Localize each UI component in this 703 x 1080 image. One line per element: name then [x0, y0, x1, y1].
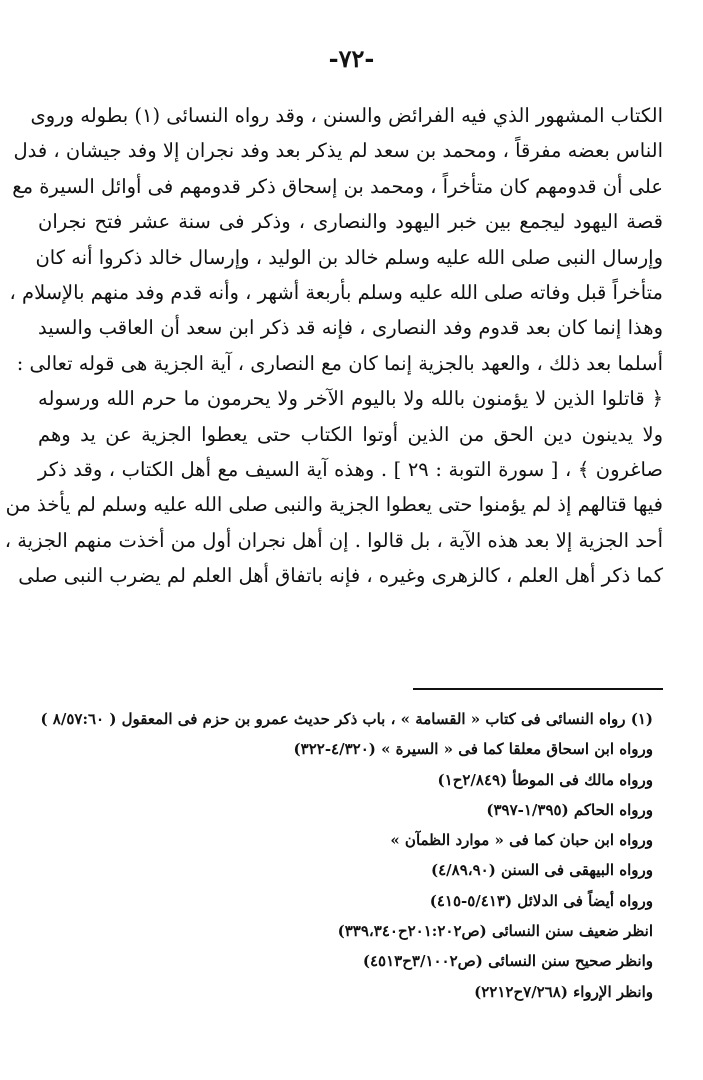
text-line: الكتاب المشهور الذي فيه الفرائض والسنن ، وقد رواه النسائى (١) بطوله وروى — [30, 104, 663, 127]
text-line: قصة اليهود ليجمع بين خبر اليهود والنصارى ، وذكر فى سنة عشر فتح نجران — [38, 210, 663, 234]
text-line: فيها قتالهم إذ لم يؤمنوا حتى يعطوا الجزية والنبى صلى الله عليه وسلم لم يأخذ من — [5, 493, 663, 517]
footnotes — [40, 704, 653, 1007]
text-line: ولا يدينون دين الحق من الذين أوتوا الكتاب حتى يعطوا الجزية عن يد وهم — [38, 422, 663, 446]
text-line: أحد الجزية إلا بعد هذه الآية ، بل قالوا . إن أهل نجران أول من أخذت منهم الجزية ، — [4, 528, 663, 552]
footnote-line: ورواه أيضاً فى الدلائل (٥/٤١٣-٤١٥) — [429, 891, 653, 910]
footnote-line: انظر ضعيف سنن النسائى (ص٢٠١:٢٠٢ح٣٣٩،٣٤٠) — [337, 922, 653, 941]
footnote-line: ورواه الحاكم (١/٣٩٥-٣٩٧) — [486, 800, 653, 819]
text-line: وهذا إنما كان بعد قدوم وفد النصارى ، فإنه قد ذكر ابن سعد أن العاقب والسيد — [38, 316, 663, 340]
text-line: وإرسال النبى صلى الله عليه وسلم خالد بن الوليد ، وإرسال خالد ذكروا أنه كان — [35, 245, 663, 269]
text-line: الناس بعضه مفرقاً ، ومحمد بن سعد لم يذكر بعد وفد نجران إلا وفد جيشان ، فدل — [13, 139, 663, 163]
text-line: ﴿ قاتلوا الذين لا يؤمنون بالله ولا باليوم الآخر ولا يحرمون ما حرم الله ورسوله — [38, 387, 663, 411]
text-line: متأخراً قبل وفاته صلى الله عليه وسلم بأربعة أشهر ، وأنه قدم وفد منهم بالإسلام ، — [9, 280, 663, 304]
text-line: صاغرون ﴾ ، [ سورة التوبة : ٢٩ ] . وهذه آية السيف مع أهل الكتاب ، وقد ذكر — [38, 457, 663, 481]
footnote-separator — [413, 688, 663, 690]
footnote-line: وانظر صحيح سنن النسائى (ص٣/١٠٠٢ح٤٥١٣) — [362, 952, 653, 971]
footnote-line: ورواه البيهقى فى السنن (٤/٨٩،٩٠) — [431, 861, 653, 880]
footnote-line: (١) رواه النسائى فى كتاب « القسامة » ، باب ذكر حديث عمرو بن حزم فى المعقول ( ٨/٥٧:٦٠ ) — [40, 710, 653, 728]
page-number: -٧٢- — [328, 44, 375, 73]
footnote-line: وانظر الإرواء (٧/٢٦٨ح٢٢١٢) — [474, 982, 653, 1001]
footnote-line: ورواه مالك فى الموطأ (٢/٨٤٩ح١) — [437, 770, 653, 789]
text-line: كما ذكر أهل العلم ، كالزهرى وغيره ، فإنه باتفاق أهل العلم لم يضرب النبى صلى — [18, 564, 663, 588]
text-line: أسلما بعد ذلك ، والعهد بالجزية إنما كان مع النصارى ، آية الجزية هى قوله تعالى : — [16, 351, 663, 375]
main-text — [4, 98, 663, 593]
text-line: على أن قدومهم كان متأخراً ، ومحمد بن إسحاق ذكر قدومهم فى أوائل السيرة مع — [12, 174, 663, 198]
footnote-line: ورواه ابن اسحاق معلقا كما فى « السيرة » (٤/٣٢٠-٣٢٢) — [293, 740, 653, 759]
footnote-line: ورواه ابن حبان كما فى « موارد الظمآن » — [390, 831, 653, 850]
